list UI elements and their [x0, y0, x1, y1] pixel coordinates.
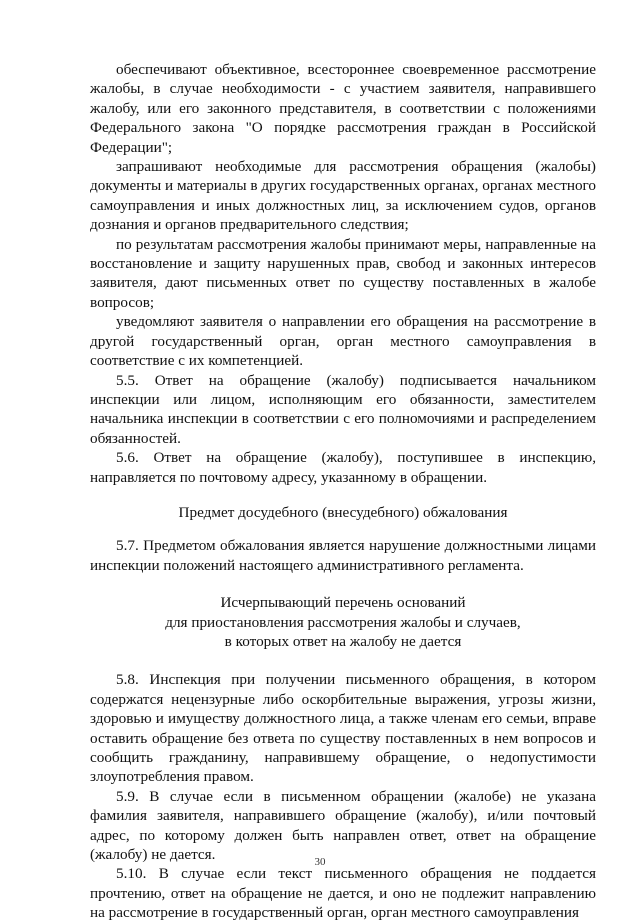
- paragraph-5-5: 5.5. Ответ на обращение (жалобу) подписывается начальником инспекции или лицом, исполняющим его обязанности, заместителем начальника инспекции в соответствии с его полномочиями и распределением обязанностей.: [90, 371, 596, 447]
- section-heading-subject: Предмет досудебного (внесудебного) обжалования: [178, 503, 508, 521]
- paragraph-po-rezultatam: по результатам рассмотрения жалобы принимают меры, направленные на восстановление и защиту нарушенных прав, свобод и законных интересов заявителя, дают письменных ответ по существу поставленных в жалобе вопросов;: [90, 235, 596, 311]
- section-heading-grounds-line: в которых ответ на жалобу не дается: [224, 632, 462, 650]
- paragraph-5-9: 5.9. В случае если в письменном обращении (жалобе) не указана фамилия заявителя, направившего обращение (жалобу), и/или почтовый адрес, по которому должен быть направлен ответ, ответ на обращение (жалобу) не дается.: [90, 787, 596, 864]
- paragraph-obespechivayut: обеспечивают объективное, всестороннее своевременное рассмотрение жалобы, в случае необходимости - с участием заявителя, направившего жалобу, или его законного представителя, в соответствии с положениями Федерального закона "О порядке рассмотрения граждан в Российской Федерации";: [90, 61, 596, 156]
- paragraph-uvedomlyayut: уведомляют заявителя о направлении его обращения на рассмотрение в другой государственный орган, орган местного самоуправления в соответствие с их компетенцией.: [90, 313, 596, 370]
- paragraph-5-6: 5.6. Ответ на обращение (жалобу), поступившее в инспекцию, направляется по почтовому адресу, указанному в обращении.: [90, 449, 596, 486]
- document-body: [90, 60, 596, 923]
- section-heading-grounds-line: Исчерпывающий перечень оснований: [220, 594, 466, 612]
- section-heading-grounds: [90, 593, 596, 651]
- paragraph-5-8: 5.8. Инспекция при получении письменного обращения, в котором содержатся нецензурные либо оскорбительные выражения, угрозы жизни, здоровью и имуществу должностного лица, а также членам его семьи, вправе оставить обращение без ответа по существу поставленных в нем вопросов и сообщить гражданину, направившему обращение, о недопустимости злоупотребления правом.: [90, 671, 596, 786]
- paragraph-5-10: 5.10. В случае если текст письменного обращения не поддается прочтению, ответ на обращение не дается, и оно не подлежит направлению на рассмотрение в государственный орган, орган местного самоуправления: [90, 865, 596, 922]
- paragraph-zaprashivayut: запрашивают необходимые для рассмотрения обращения (жалобы) документы и материалы в других государственных органах, органах местного самоуправления и иных должностных лиц, за исключением судов, органов дознания и органов предварительного следствия;: [90, 158, 596, 234]
- paragraph-5-7: 5.7. Предметом обжалования является нарушение должностными лицами инспекции положений настоящего административного регламента.: [90, 537, 596, 574]
- page-number: 30: [314, 856, 326, 868]
- section-heading-grounds-line: для приостановления рассмотрения жалобы и случаев,: [165, 613, 521, 631]
